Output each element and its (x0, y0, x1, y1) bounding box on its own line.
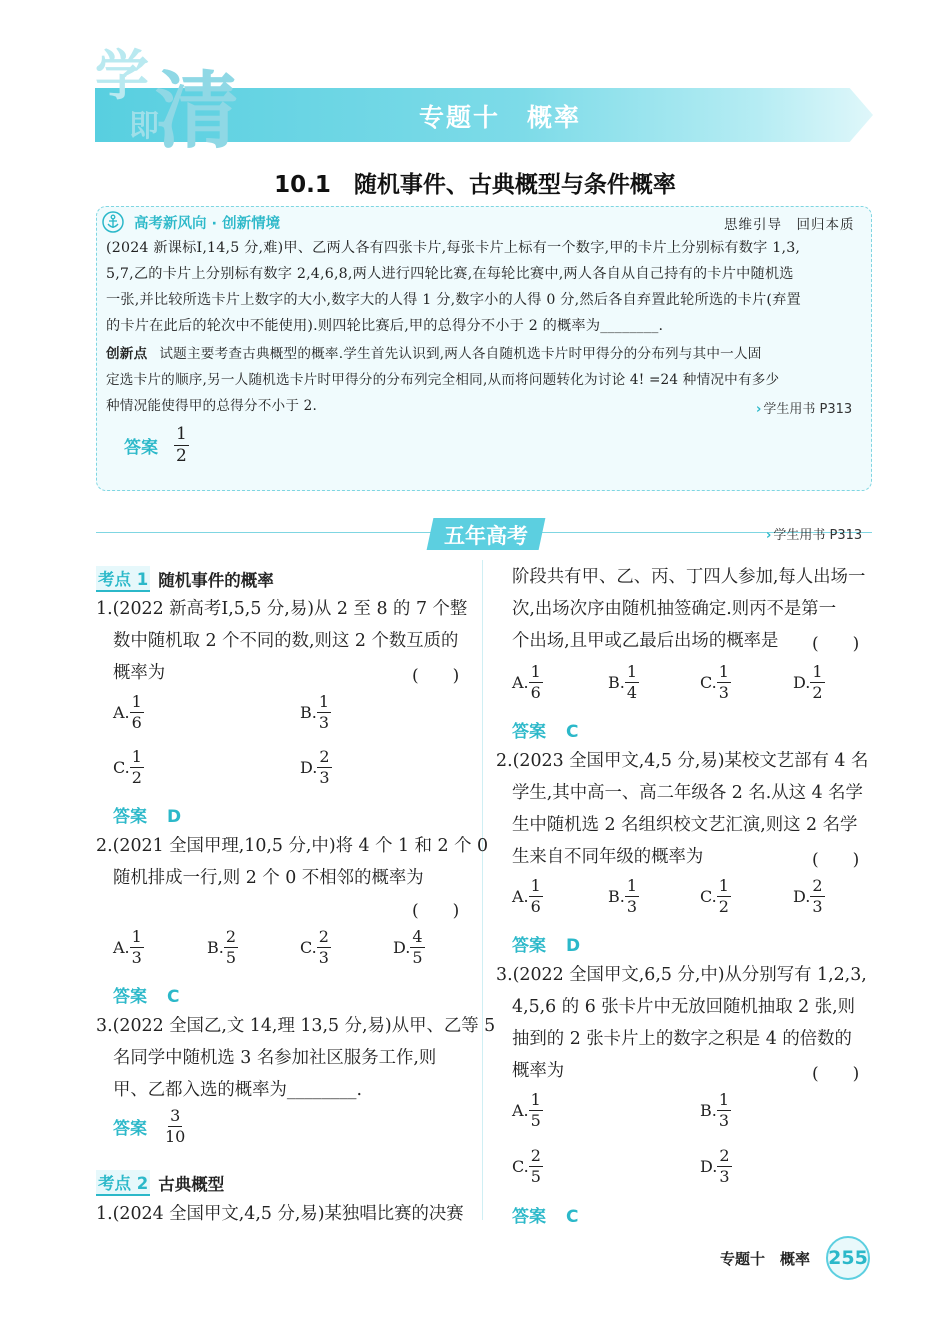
question-line: 个出场,且甲或乙最后出场的概率是 (512, 631, 779, 651)
problem-line: 的卡片在此后的轮次中不能使用).则四轮比赛后,甲的总得分不小于 2 的概率为________. (106, 318, 664, 334)
numerator: 3 (170, 1106, 181, 1125)
answer-row (113, 802, 181, 827)
option-letter: B. (700, 1101, 717, 1120)
innovation-answer (124, 426, 189, 465)
question-line: 抽到的 2 张卡片上的数字之积是 4 的倍数的 (512, 1029, 852, 1049)
denominator: 3 (812, 897, 823, 916)
innovation-point-line: 定选卡片的顺序,另一人随机选卡片时甲得分的分布列完全相同,从而将问题转化为讨论 4! =24 种情况中有多少 (106, 372, 780, 388)
question-line: 2.(2021 全国甲理,10,5 分,中)将 4 个 1 和 2 个 0 (96, 836, 489, 856)
answer-label: 答案 (124, 438, 158, 458)
arrow-icon: › (766, 528, 772, 543)
option-letter: D. (393, 938, 411, 957)
arrow-icon: › (756, 402, 762, 417)
kaodian-title: 随机事件的概率 (158, 571, 274, 590)
problem-line: (2024 新课标Ⅰ,14,5 分,难)甲、乙两人各有四张卡片,每张卡片上标有一个数字,甲的卡片上分别标有数字 1,3, (106, 240, 801, 256)
option (512, 1092, 543, 1129)
option (300, 749, 332, 786)
numerator: 1 (812, 662, 823, 681)
numerator: 1 (530, 662, 541, 681)
option-letter: B. (608, 673, 625, 692)
banner-title: 专题十 概率 (418, 103, 581, 132)
option-fraction (317, 749, 331, 786)
numerator: 1 (530, 876, 541, 895)
column-divider (482, 560, 483, 1220)
kaodian-1 (96, 566, 274, 592)
option-fraction (529, 878, 543, 915)
denominator: 5 (412, 948, 423, 967)
option-letter: C. (512, 1157, 529, 1176)
option-letter: C. (700, 887, 717, 906)
answer-row (512, 931, 580, 956)
option (512, 1148, 543, 1185)
option-fraction (717, 664, 731, 701)
question-line: 数中随机取 2 个不同的数,则这 2 个数互质的 (113, 631, 459, 651)
numerator: 2 (719, 1146, 730, 1165)
kaodian-title: 古典概型 (158, 1175, 225, 1194)
numerator: 1 (131, 927, 142, 946)
numerator: 1 (176, 424, 187, 444)
option-fraction (529, 664, 543, 701)
option-fraction (529, 1148, 543, 1185)
denominator: 5 (225, 948, 237, 967)
ref-text: 学生用书 P313 (763, 402, 853, 417)
question-line: 随机排成一行,则 2 个 0 不相邻的概率为 (113, 868, 424, 888)
option (700, 1092, 731, 1129)
question-line: 生中随机选 2 名组织校文艺汇演,则这 2 名学 (512, 815, 858, 835)
option-fraction (810, 664, 824, 701)
option-letter: B. (300, 703, 317, 722)
option-fraction (810, 878, 824, 915)
option (113, 749, 144, 786)
answer-label: 答案 (113, 987, 147, 1007)
innovation-point-text: 试题主要考查古典概型的概率.学生首先认识到,两人各自随机选卡片时甲得分的分布列与其中一人固 (159, 346, 762, 362)
logo-icon (93, 32, 243, 152)
kaodian-2 (96, 1170, 224, 1196)
question-line: 2.(2023 全国甲文,4,5 分,易)某校文艺部有 4 名 (496, 751, 869, 771)
denominator: 3 (319, 768, 330, 787)
numerator: 1 (718, 1090, 730, 1109)
denominator: 2 (131, 768, 142, 787)
answer-blank: ( ) (812, 850, 860, 870)
answer-blank: ( ) (812, 634, 860, 654)
option-letter: C. (700, 673, 717, 692)
option-fraction (717, 1092, 731, 1129)
question-line: 概率为 (512, 1061, 565, 1081)
question-line: 1.(2022 新高考Ⅰ,5,5 分,易)从 2 至 8 的 7 个整 (96, 599, 468, 619)
question-line: 3.(2022 全国乙,文 14,理 13,5 分,易)从甲、乙等 5 (96, 1016, 496, 1036)
option (700, 1148, 732, 1185)
option (700, 878, 731, 915)
denominator: 2 (718, 897, 729, 916)
option-letter: C. (300, 938, 317, 957)
question-line: 概率为 (113, 663, 166, 683)
numerator: 1 (131, 692, 142, 711)
question-line: 1.(2024 全国甲文,4,5 分,易)某独唱比赛的决赛 (96, 1204, 464, 1224)
option (300, 694, 331, 731)
option-fraction (625, 878, 639, 915)
numerator: 1 (626, 876, 638, 895)
numerator: 1 (718, 662, 729, 681)
option-fraction (717, 878, 731, 915)
student-book-ref (756, 398, 852, 417)
option-letter: B. (608, 887, 625, 906)
option (700, 664, 731, 701)
question-line: 3.(2022 全国甲文,6,5 分,中)从分别写有 1,2,3, (496, 965, 867, 985)
option-fraction (410, 929, 424, 966)
option (207, 929, 238, 966)
answer-label: 答案 (113, 1119, 147, 1139)
answer-row (113, 982, 179, 1007)
option (793, 878, 825, 915)
denominator: 4 (626, 683, 638, 702)
innovation-header (98, 208, 870, 236)
numerator: 1 (718, 876, 729, 895)
denominator: 3 (131, 948, 142, 967)
answer-value: C (566, 1207, 579, 1227)
option-fraction (529, 1092, 543, 1129)
question-line: 阶段共有甲、乙、丙、丁四人参加,每人出场一 (512, 567, 866, 587)
numerator: 2 (318, 927, 329, 946)
option-fraction (130, 929, 144, 966)
option-fraction (317, 929, 331, 966)
answer-label: 答案 (512, 722, 546, 742)
option-fraction (317, 694, 331, 731)
option-fraction (224, 929, 238, 966)
option-letter: D. (300, 758, 318, 777)
kaodian-label: 考点 1 (96, 566, 150, 592)
innovation-point-line: 种情况能使得甲的总得分不小于 2. (106, 398, 318, 414)
answer-value: C (566, 722, 579, 742)
answer-fraction (163, 1108, 187, 1145)
denominator: 3 (719, 1167, 730, 1186)
option-letter: D. (793, 887, 811, 906)
option-letter: D. (700, 1157, 718, 1176)
option-fraction (625, 664, 639, 701)
footer-chapter: 专题十 概率 (720, 1250, 811, 1268)
numerator: 1 (131, 747, 142, 766)
kaodian-label: 考点 2 (96, 1170, 150, 1196)
innovation-head-right: 思维引导 回归本质 (724, 217, 855, 233)
numerator: 2 (530, 1146, 541, 1165)
answer-blank: ( ) (812, 1064, 860, 1084)
answer-row (113, 1108, 187, 1145)
answer-label: 答案 (512, 936, 546, 956)
option-letter: C. (113, 758, 130, 777)
answer-label: 答案 (113, 807, 147, 827)
option (113, 694, 144, 731)
option-letter: B. (207, 938, 224, 957)
option (608, 664, 639, 701)
question-line: 甲、乙都入选的概率为________. (113, 1080, 362, 1100)
answer-label: 答案 (512, 1207, 546, 1227)
numerator: 1 (318, 692, 330, 711)
denominator: 5 (530, 1111, 541, 1130)
denominator: 6 (131, 713, 142, 732)
option-fraction (130, 749, 144, 786)
numerator: 2 (812, 876, 823, 895)
option (793, 664, 825, 701)
section-title: 10.1 随机事件、古典概型与条件概率 (274, 172, 676, 198)
denominator: 2 (812, 683, 823, 702)
problem-line: 一张,并比较所选卡片上数字的大小,数字大的人得 1 分,数字小的人得 0 分,然后各自弃置此轮所选的卡片(弃置 (106, 292, 801, 308)
denominator: 2 (176, 446, 187, 466)
numerator: 2 (225, 927, 237, 946)
ref-text: 学生用书 P313 (773, 528, 863, 543)
option (512, 878, 543, 915)
answer-value: D (566, 936, 581, 956)
page-number: 255 (826, 1236, 870, 1280)
option (393, 929, 425, 966)
question-line: 学生,其中高一、高二年级各 2 名.从这 4 名学 (512, 783, 863, 803)
option (300, 929, 331, 966)
denominator: 10 (165, 1127, 186, 1146)
option-letter: A. (113, 703, 130, 722)
option-fraction (130, 694, 144, 731)
numerator: 1 (626, 662, 638, 681)
numerator: 4 (412, 927, 423, 946)
answer-row (512, 717, 578, 742)
answer-row (512, 1202, 578, 1227)
svg-text:学: 学 (95, 43, 149, 107)
question-line: 生来自不同年级的概率为 (512, 847, 704, 867)
denominator: 3 (718, 1111, 730, 1130)
option (113, 929, 144, 966)
option-letter: A. (113, 938, 130, 957)
question-line: 次,出场次序由随机抽签确定.则丙不是第一 (512, 599, 837, 619)
option-letter: D. (793, 673, 811, 692)
option-letter: A. (512, 1101, 529, 1120)
denominator: 3 (318, 948, 329, 967)
numerator: 2 (319, 747, 330, 766)
svg-text:即: 即 (129, 109, 159, 144)
answer-blank: ( ) (412, 666, 460, 686)
innovation-point-label: 创新点 (106, 346, 148, 362)
svg-text:清: 清 (155, 61, 240, 152)
question-line: 名同学中随机选 3 名参加社区服务工作,则 (113, 1048, 437, 1068)
innovation-point-line (106, 341, 866, 367)
student-book-ref (766, 524, 862, 543)
answer-fraction (174, 426, 189, 465)
denominator: 6 (530, 683, 541, 702)
option (512, 664, 543, 701)
answer-value: C (167, 987, 180, 1007)
innovation-head-label: 高考新风向 · 创新情境 (134, 216, 281, 232)
denominator: 5 (530, 1167, 541, 1186)
answer-blank: ( ) (412, 901, 460, 921)
answer-value: D (167, 807, 182, 827)
option (608, 878, 639, 915)
problem-line: 5,7,乙的卡片上分别标有数字 2,4,6,8,两人进行四轮比赛,在每轮比赛中,两人各自从自己持有的卡片中随机选 (106, 266, 794, 282)
denominator: 3 (318, 713, 330, 732)
denominator: 6 (530, 897, 541, 916)
numerator: 1 (530, 1090, 541, 1109)
denominator: 3 (626, 897, 638, 916)
question-line: 4,5,6 的 6 张卡片中无放回随机抽取 2 张,则 (512, 997, 856, 1017)
option-fraction (717, 1148, 731, 1185)
denominator: 3 (718, 683, 729, 702)
option-letter: A. (512, 673, 529, 692)
anchor-icon (102, 211, 124, 233)
fiveyear-tag-label: 五年高考 (444, 524, 528, 548)
option-letter: A. (512, 887, 529, 906)
